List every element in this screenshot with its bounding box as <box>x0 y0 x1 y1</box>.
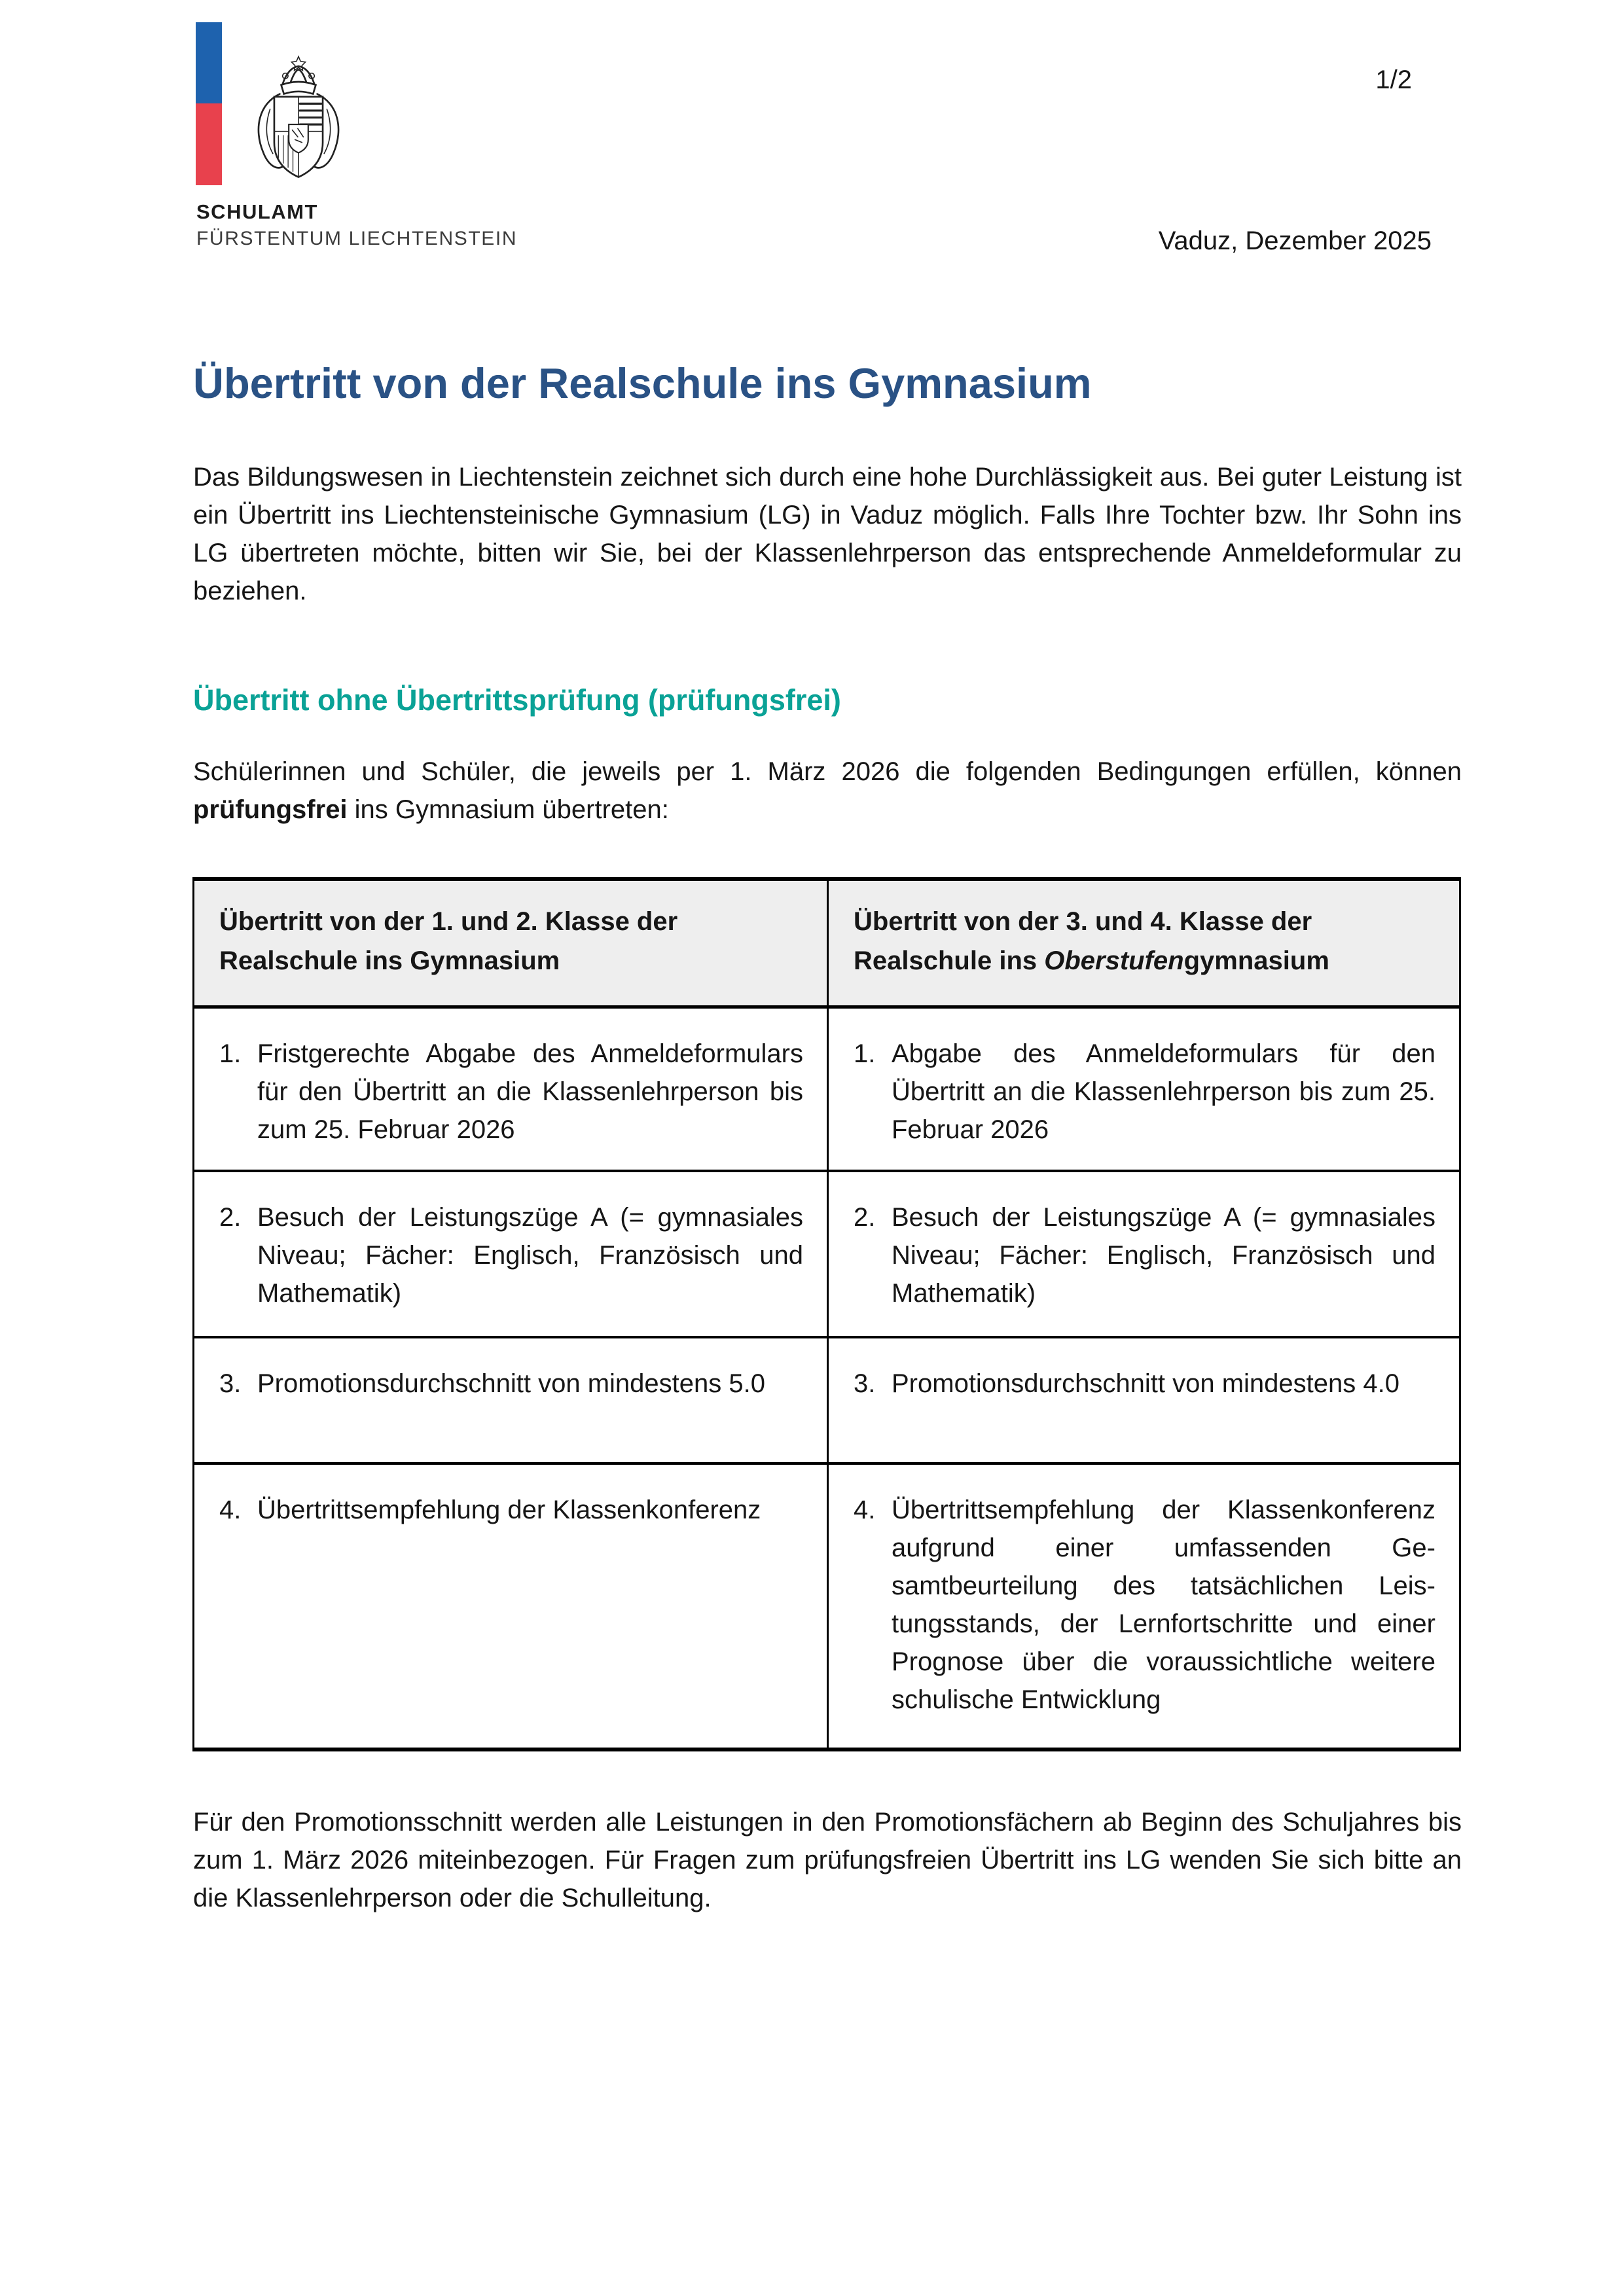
table-header-left: Übertritt von der 1. und 2. Klasse der Realschule ins Gymnasium <box>194 881 829 1009</box>
dateline: Vaduz, Dezember 2025 <box>1158 226 1432 255</box>
table-row-4-left <box>194 1465 829 1748</box>
logo-flag-bar-red <box>196 103 222 185</box>
org-name: SCHULAMT <box>196 200 318 223</box>
intro-paragraph: Das Bildungswesen in Liechtenstein zeichnet sich durch eine hohe Durchlässigkeit aus. Bei guter Leistung ist ein Übertritt ins Liechtensteinische Gymnasium (LG) in Vaduz möglich. Falls Ihre Tochter bzw. Ihr Sohn ins LG übertreten möchte, bitten wir Sie, bei der Klassenlehrperson das entsprechende Anmeldeformular zu beziehen. <box>193 463 1462 605</box>
table-row-4-right <box>829 1465 1459 1748</box>
row-number: 1. <box>219 1039 242 1068</box>
logo-flag-bar <box>196 22 222 185</box>
table-header-right <box>829 881 1459 1009</box>
conditions-intro-paragraph <box>193 753 1462 829</box>
row-number: 4. <box>854 1496 876 1524</box>
table-row-1-left <box>194 1009 829 1172</box>
table-header-right-text: Übertritt von der 3. und 4. Klasse der Realschule ins <box>854 907 1312 975</box>
row-number: 3. <box>219 1369 242 1398</box>
table-row-2-left <box>194 1172 829 1338</box>
condition-text: Fristgerechte Abgabe des Anmeldeformulars für den Übertritt an die Klassenlehrperson bis zum 25. Februar 2026 <box>257 1039 803 1144</box>
conditions-intro-after: ins Gymnasium übertreten: <box>347 795 669 824</box>
logo-flag-bar-blue <box>196 22 222 103</box>
section-heading: Übertritt ohne Übertrittsprüfung (prüfungsfrei) <box>193 683 841 717</box>
conditions-intro-bold: prüfungsfrei <box>193 795 348 824</box>
conditions-table <box>192 877 1461 1751</box>
condition-text: Übertrittsempfehlung der Klassenkonferenz aufgrund einer umfassenden Gesamtbeurteilung des tatsächlichen Leistungsstands, der Lernfortschritte und einer Prognose über die voraussichtliche weitere schulische Entwicklung <box>892 1496 1435 1714</box>
row-number: 3. <box>854 1369 876 1398</box>
table-row-3-right <box>829 1338 1459 1465</box>
table-row-3-left <box>194 1338 829 1465</box>
table-row-2-right <box>829 1172 1459 1338</box>
condition-text: Promotionsdurchschnitt von mindestens 5.0 <box>257 1369 765 1398</box>
table-row-1-right <box>829 1009 1459 1172</box>
row-number: 1. <box>854 1039 876 1068</box>
closing-paragraph: Für den Promotionsschnitt werden alle Leistungen in den Promotionsfächern ab Beginn des Schuljahres bis zum 1. März 2026 miteinbezogen. Für Fragen zum prüfungsfreien Übertritt ins LG wenden Sie sich bitte an die Klassenlehrperson oder die Schulleitung. <box>193 1808 1462 1912</box>
table-header-right-italic: Oberstufen <box>1044 946 1184 975</box>
org-subtitle: FÜRSTENTUM LIECHTENSTEIN <box>196 228 518 249</box>
row-number: 4. <box>219 1496 242 1524</box>
page-number: 1/2 <box>1375 65 1412 94</box>
condition-text: Promotionsdurchschnitt von mindestens 4.0 <box>892 1369 1399 1398</box>
row-number: 2. <box>219 1203 242 1232</box>
condition-text: Abgabe des Anmeldeformulars für den Übertritt an die Klassenlehrperson bis zum 25. Februar 2026 <box>892 1039 1435 1144</box>
liechtenstein-coat-of-arms-icon <box>240 54 357 192</box>
document-title: Übertritt von der Realschule ins Gymnasium <box>193 359 1092 407</box>
conditions-intro-before: Schülerinnen und Schüler, die jeweils per 1. März 2026 die folgenden Bedingungen erfüllen, können <box>193 757 1462 786</box>
condition-text: Übertrittsempfehlung der Klassenkonferenz <box>257 1496 761 1524</box>
row-number: 2. <box>854 1203 876 1232</box>
condition-text: Besuch der Leistungszüge A (= gymnasiales Niveau; Fächer: Englisch, Französisch und Mathematik) <box>257 1203 803 1308</box>
table-header-right-suffix: gymnasium <box>1183 946 1329 975</box>
condition-text: Besuch der Leistungszüge A (= gymnasiales Niveau; Fächer: Englisch, Französisch und Mathematik) <box>892 1203 1435 1308</box>
